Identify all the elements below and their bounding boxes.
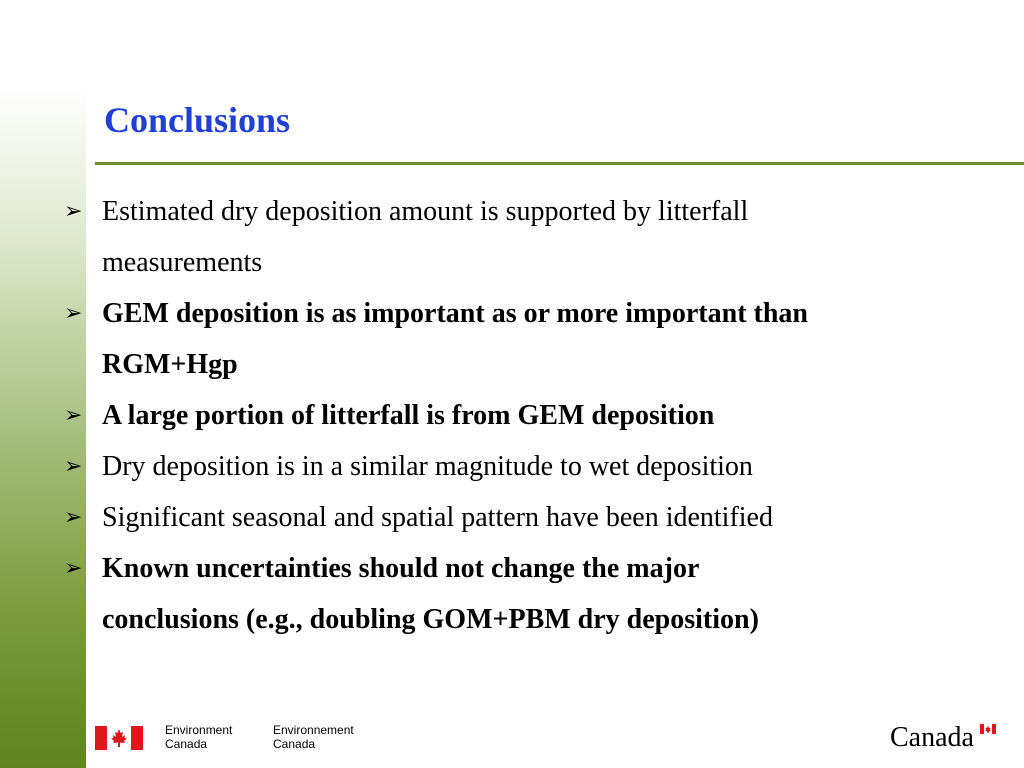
bullet-arrow-icon: ➢ — [64, 301, 83, 326]
bullet-line: RGM+Hgp — [102, 349, 238, 380]
bullet-line: measurements — [102, 247, 263, 278]
department-name-french — [273, 723, 354, 751]
bullet-line: Estimated dry deposition amount is supported by litterfall — [102, 196, 749, 227]
bullet-arrow-icon: ➢ — [64, 505, 83, 530]
dept-en-line2: Canada — [165, 737, 208, 751]
bullet-line: Known uncertainties should not change the major — [102, 553, 700, 584]
bullet-line: Dry deposition is in a similar magnitude to wet deposition — [102, 451, 753, 482]
bullet-line: conclusions (e.g., doubling GOM+PBM dry deposition) — [102, 604, 759, 635]
dept-fr-line1: Environnement — [273, 723, 354, 737]
bullet-line: GEM deposition is as important as or more important than — [102, 298, 808, 329]
bullet-item — [64, 186, 984, 288]
canada-wordmark: Canada — [890, 722, 974, 753]
slide-title: Conclusions — [104, 100, 291, 140]
canada-flag-icon — [95, 726, 143, 750]
bullet-item — [64, 543, 984, 645]
footer — [0, 718, 1024, 768]
dept-en-line1: Environment — [165, 723, 233, 737]
canada-wordmark-flag-icon — [980, 724, 996, 734]
bullet-item — [64, 492, 984, 543]
title-rule — [95, 162, 1024, 165]
bullet-item — [64, 441, 984, 492]
bullet-arrow-icon: ➢ — [64, 454, 83, 479]
bullet-line: Significant seasonal and spatial pattern have been identified — [102, 502, 773, 533]
bullet-list — [64, 186, 984, 645]
bullet-arrow-icon: ➢ — [64, 403, 83, 428]
bullet-line: A large portion of litterfall is from GEM deposition — [102, 400, 715, 431]
bullet-arrow-icon: ➢ — [64, 556, 83, 581]
department-name-english — [165, 723, 232, 751]
dept-fr-line2: Canada — [273, 737, 316, 751]
bullet-arrow-icon: ➢ — [64, 199, 83, 224]
bullet-item — [64, 390, 984, 441]
bullet-item — [64, 288, 984, 390]
